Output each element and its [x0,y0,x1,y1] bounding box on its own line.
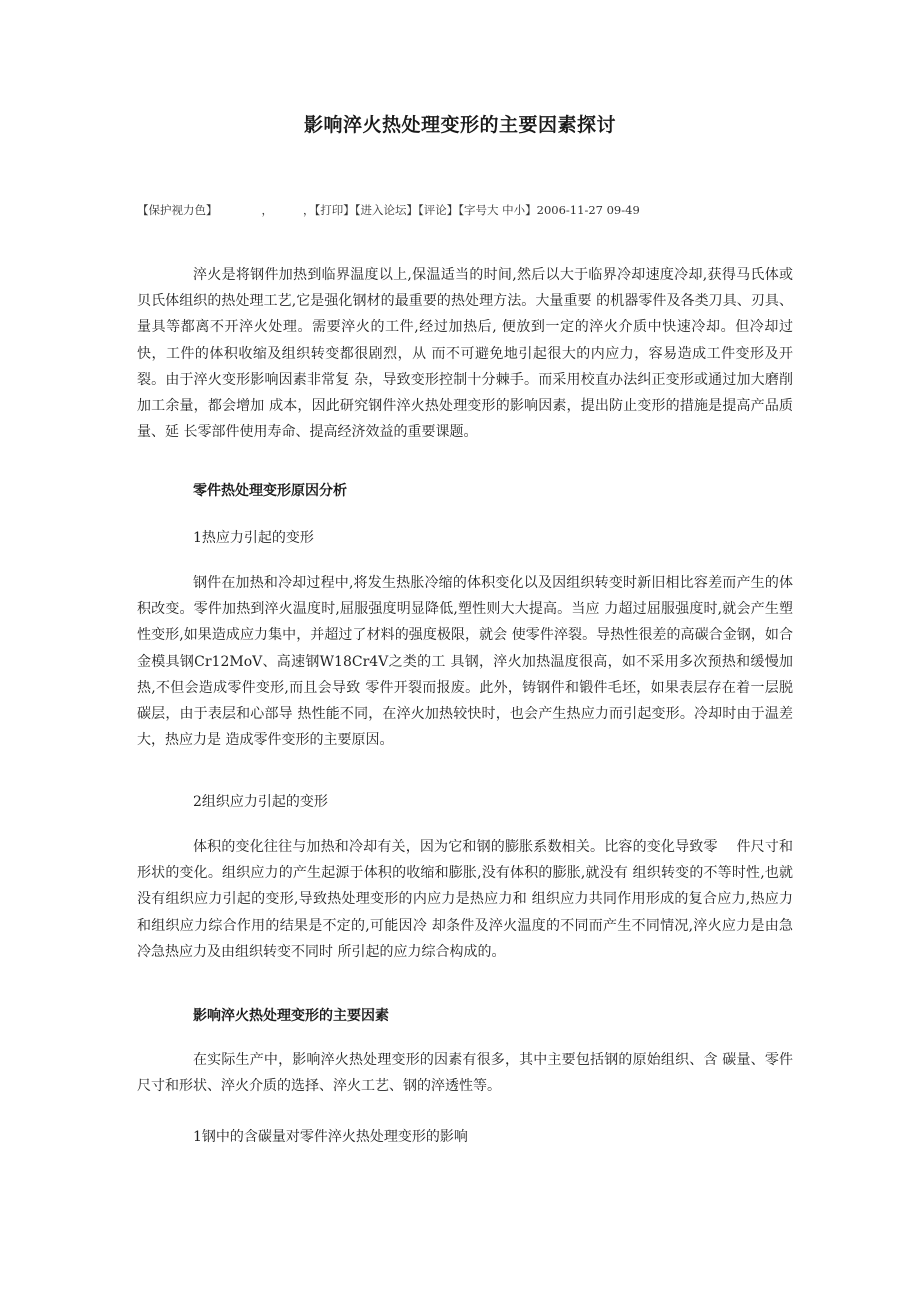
comment-link[interactable]: 【评论】 [418,203,459,217]
section-heading-main-factors: 影响淬火热处理变形的主要因素 [193,1008,389,1024]
document-title: 影响淬火热处理变形的主要因素探讨 [303,114,616,136]
subheading-carbon-content: 1钢中的含碳量对零件淬火热处理变形的影响 [193,1129,468,1145]
print-link[interactable]: 【打印】 [314,203,355,217]
structural-stress-paragraph: 体积的变化往往与加热和冷却有关，因为它和钢的膨胀系数相关。比容的变化导致零 件尺寸和形状的变化。组织应力的产生起源于体积的收缩和膨胀,没有体积的膨胀,就没有 组织转变的不等时性,也就没有组织应力引起的变形,导致热处理变形的内应力是热应力和 组织应力共同作用形成的复合应力,热应力和组织应力综合作用的结果是不定的,可能因冷 却条件及淬火温度的不同而产生不同情况,淬火应力是由急冷急热应力及由组织转变不同时 所引起的应力综合构成的。 [137,839,793,960]
publish-datetime: 2006-11-27 09-49 [536,203,640,217]
article-meta-bar [137,202,640,218]
eye-protect-color-link[interactable]: 【保护视力色】 [137,203,218,217]
meta-separator: ， [303,203,315,217]
main-factors-paragraph: 在实际生产中，影响淬火热处理变形的因素有很多，其中主要包括钢的原始组织、含 碳量、零件尺寸和形状、淬火介质的选择、淬火工艺、钢的淬透性等。 [137,1052,793,1095]
thermal-stress-paragraph: 钢件在加热和冷却过程中,将发生热胀冷缩的体积变化以及因组织转变时新旧相比容差而产生的体积改变。零件加热到淬火温度时,屈服强度明显降低,塑性则大大提高。当应 力超过屈服强度时,就会产生塑性变形,如果造成应力集中，并超过了材料的强度极限，就会 使零件淬裂。导热性很差的高碳合金钢，如合金模具钢Cr12MoV、高速钢W18Cr4V之类的工 具钢，淬火加热温度很高，如不采用多次预热和缓慢加热,不但会造成零件变形,而且会导致 零件开裂而报废。此外，铸钢件和锻件毛坯，如果表层存在着一层脱碳层，由于表层和心部导 热性能不同，在淬火加热较快时，也会产生热应力而引起变形。冷却时由于温差大，热应力是 造成零件变形的主要原因。 [137,575,793,749]
font-size-link[interactable]: 【字号大 中小】 [458,203,537,217]
intro-paragraph: 淬火是将钢件加热到临界温度以上,保温适当的时间,然后以大于临界冷却速度冷却,获得马氏体或贝氏体组织的热处理工艺,它是强化钢材的最重要的热处理方法。大量重要 的机器零件及各类刀具、刃具、量具等都离不开淬火处理。需要淬火的工件,经过加热后, 便放到一定的淬火介质中快速冷却。但冷却过快，工件的体积收缩及组织转变都很剧烈，从 而不可避免地引起很大的内应力，容易造成工件变形及开裂。由于淬火变形影响因素非常复 杂，导致变形控制十分棘手。而采用校直办法纠正变形或通过加大磨削加工余量，都会增加 成本，因此研究钢件淬火热处理变形的影响因素，提出防止变形的措施是提高产品质量、延 长零部件使用寿命、提高经济效益的重要课题。 [137,267,793,441]
section-heading-deformation-causes: 零件热处理变形原因分析 [193,483,347,499]
subheading-structural-stress: 2组织应力引起的变形 [193,794,328,810]
meta-separator: ， [261,203,273,217]
subheading-thermal-stress: 1热应力引起的变形 [193,530,314,546]
enter-forum-link[interactable]: 【进入论坛】 [354,203,418,217]
